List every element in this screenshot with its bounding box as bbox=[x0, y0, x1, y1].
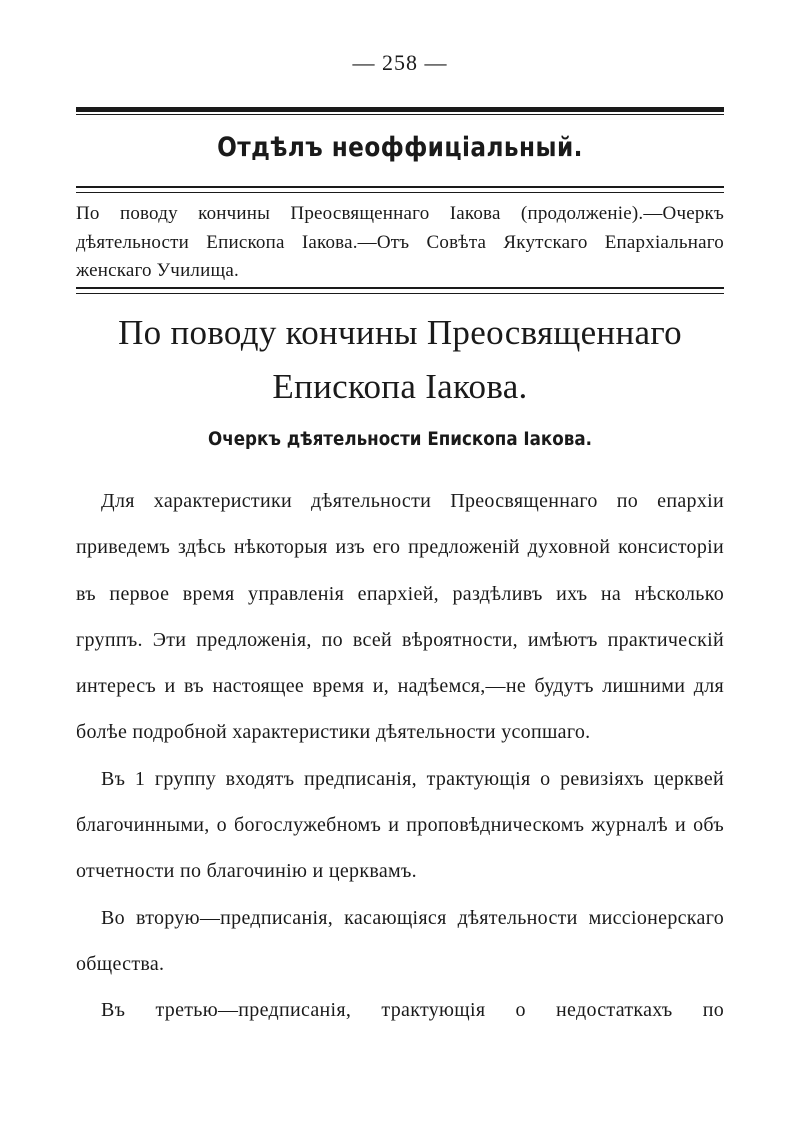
header-rule-thin bbox=[76, 114, 724, 115]
paragraph: Во вторую—предписанія, касающіяся дѣятельности миссіонерскаго общества. bbox=[76, 906, 724, 975]
article-title bbox=[76, 306, 724, 414]
paragraph: Въ 1 группу входятъ предписанія, трактующія о ревизіяхъ церквей благочинными, о богослужебномъ и проповѣдническомъ журналѣ и объ отчетности по благочинію и церквамъ. bbox=[76, 767, 724, 883]
page-number: — 258 — bbox=[352, 50, 448, 75]
paragraph: Въ третью—предписанія, трактующія о недостаткахъ по bbox=[101, 999, 724, 1022]
article-title-line-1: По поводу кончины Преосвященнаго bbox=[118, 313, 682, 352]
contents-top-rule bbox=[76, 186, 724, 193]
article-title-line-2: Епископа Іакова. bbox=[272, 367, 528, 406]
header-rule bbox=[76, 107, 724, 112]
contents-bottom-rule bbox=[76, 287, 724, 294]
article-body bbox=[76, 478, 724, 1034]
contents-summary: По поводу кончины Преосвященнаго Іакова (продолженіе).—Очеркъ дѣятельности Епископа Іакова.—Отъ Совѣта Якутскаго Епархіальнаго женскаго Училища. bbox=[76, 203, 724, 281]
article-subtitle: Очеркъ дѣятельности Епископа Іакова. bbox=[208, 428, 592, 450]
paragraph: Для характеристики дѣятельности Преосвященнаго по епархіи приведемъ здѣсь нѣкоторыя изъ его предложеній духовной консисторіи въ первое время управленія епархіей, раздѣливъ ихъ на нѣсколько группъ. Эти предложенія, по всей вѣроятности, имѣютъ практическій интересъ и въ настоящее время и, надѣемся,—не будутъ лишними для болѣе подробной характеристики дѣятельности усопшаго. bbox=[76, 490, 724, 744]
section-title: Отдѣлъ неоффиціальный. bbox=[217, 132, 583, 163]
